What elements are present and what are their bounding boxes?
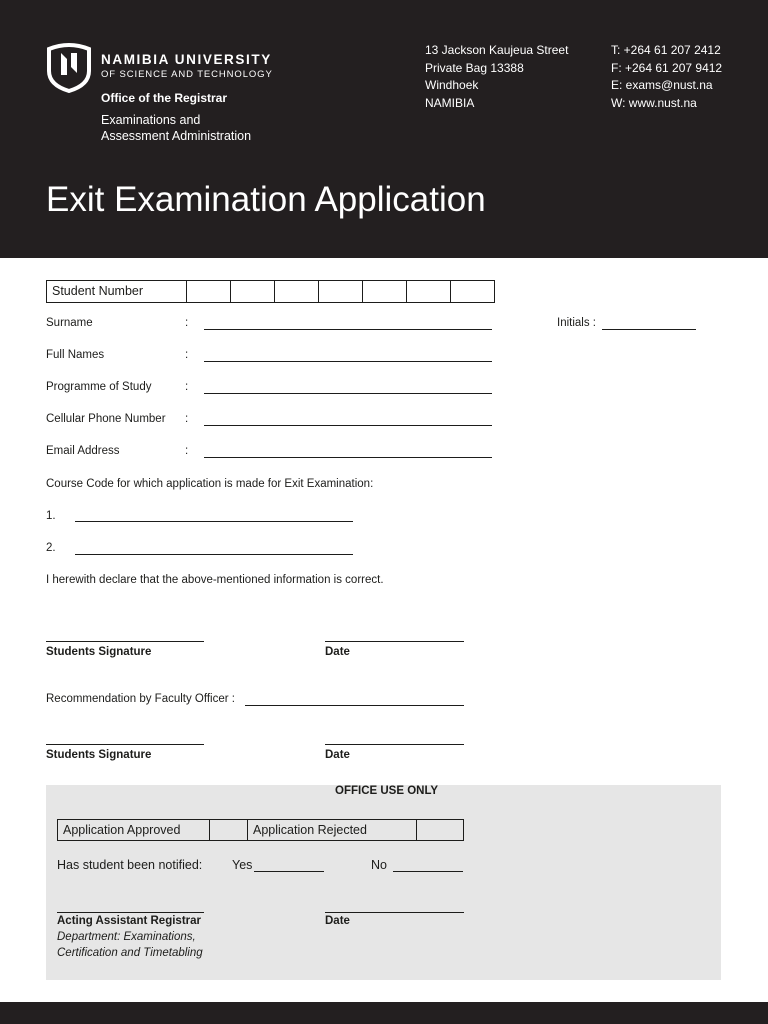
full-names-field[interactable] — [204, 361, 492, 362]
second-signature-label: Students Signature — [46, 749, 152, 761]
recommendation-field[interactable] — [245, 705, 464, 706]
university-name: NAMIBIA UNIVERSITY — [101, 52, 272, 67]
office-use-heading: OFFICE USE ONLY — [335, 785, 439, 797]
rejected-checkbox[interactable] — [417, 820, 463, 840]
registrar-signature-field[interactable] — [57, 912, 204, 913]
student-number-field[interactable] — [46, 280, 495, 303]
declaration-text: I herewith declare that the above-mentioned information is correct. — [46, 574, 384, 586]
surname-field[interactable] — [204, 329, 492, 330]
date-label: Date — [325, 749, 350, 761]
email-field[interactable] — [204, 457, 492, 458]
footer-bar — [0, 1002, 768, 1024]
course-1-field[interactable] — [75, 521, 353, 522]
surname-label: Surname — [46, 317, 93, 329]
colon: : — [185, 413, 189, 425]
course-code-prompt: Course Code for which application is made for Exit Examination: — [46, 478, 374, 490]
notified-yes-field[interactable] — [254, 871, 324, 872]
notified-yes-label: Yes — [232, 858, 253, 872]
second-date-field[interactable] — [325, 744, 464, 745]
email-label: Email Address — [46, 445, 120, 457]
department-name: Examinations and Assessment Administration — [101, 113, 252, 143]
application-decision-table — [57, 819, 464, 841]
postal-address: 13 Jackson Kaujeua Street Private Bag 13388 Windhoek NAMIBIA — [425, 43, 569, 110]
registrar-date-field[interactable] — [325, 912, 464, 913]
student-number-digit-box[interactable] — [319, 281, 363, 302]
office-use-section — [46, 785, 721, 980]
second-signature-field[interactable] — [46, 744, 204, 745]
cellular-field[interactable] — [204, 425, 492, 426]
student-number-digit-box[interactable] — [363, 281, 407, 302]
page-title: Exit Examination Application — [46, 180, 486, 219]
notified-question: Has student been notified: — [57, 858, 203, 872]
signature-date-field[interactable] — [325, 641, 464, 642]
registrar-date-label: Date — [325, 915, 350, 927]
programme-label: Programme of Study — [46, 381, 152, 393]
programme-field[interactable] — [204, 393, 492, 394]
approved-checkbox[interactable] — [210, 820, 248, 840]
student-number-digit-box[interactable] — [407, 281, 451, 302]
date-label: Date — [325, 646, 350, 658]
student-number-label: Student Number — [47, 281, 187, 302]
full-names-label: Full Names — [46, 349, 105, 361]
cellular-label: Cellular Phone Number — [46, 413, 166, 425]
notified-no-field[interactable] — [393, 871, 463, 872]
notified-no-label: No — [371, 858, 387, 872]
colon: : — [185, 317, 189, 329]
colon: : — [185, 445, 189, 457]
registrar-department-line2: Certification and Timetabling — [57, 947, 203, 959]
header-banner — [0, 0, 768, 258]
student-number-digit-box[interactable] — [187, 281, 231, 302]
university-subtitle: OF SCIENCE AND TECHNOLOGY — [101, 69, 273, 80]
colon: : — [185, 381, 189, 393]
university-logo-icon — [45, 43, 93, 93]
student-signature-label: Students Signature — [46, 646, 152, 658]
office-name: Office of the Registrar — [101, 91, 228, 105]
registrar-title: Acting Assistant Registrar — [57, 915, 201, 927]
initials-field[interactable] — [602, 329, 696, 330]
registrar-department-line1: Department: Examinations, — [57, 931, 196, 943]
student-number-digit-box[interactable] — [275, 281, 319, 302]
course-1-number: 1. — [46, 510, 56, 522]
recommendation-label: Recommendation by Faculty Officer : — [46, 693, 235, 705]
contact-details: T: +264 61 207 2412 F: +264 61 207 9412 E: exams@nust.na W: www.nust.na — [611, 43, 723, 110]
course-2-number: 2. — [46, 542, 56, 554]
application-rejected-label: Application Rejected — [248, 820, 417, 840]
colon: : — [185, 349, 189, 361]
initials-label: Initials : — [557, 317, 596, 329]
student-number-digit-box[interactable] — [451, 281, 494, 302]
course-2-field[interactable] — [75, 554, 353, 555]
student-number-digit-box[interactable] — [231, 281, 275, 302]
student-signature-field[interactable] — [46, 641, 204, 642]
application-approved-label: Application Approved — [58, 820, 210, 840]
